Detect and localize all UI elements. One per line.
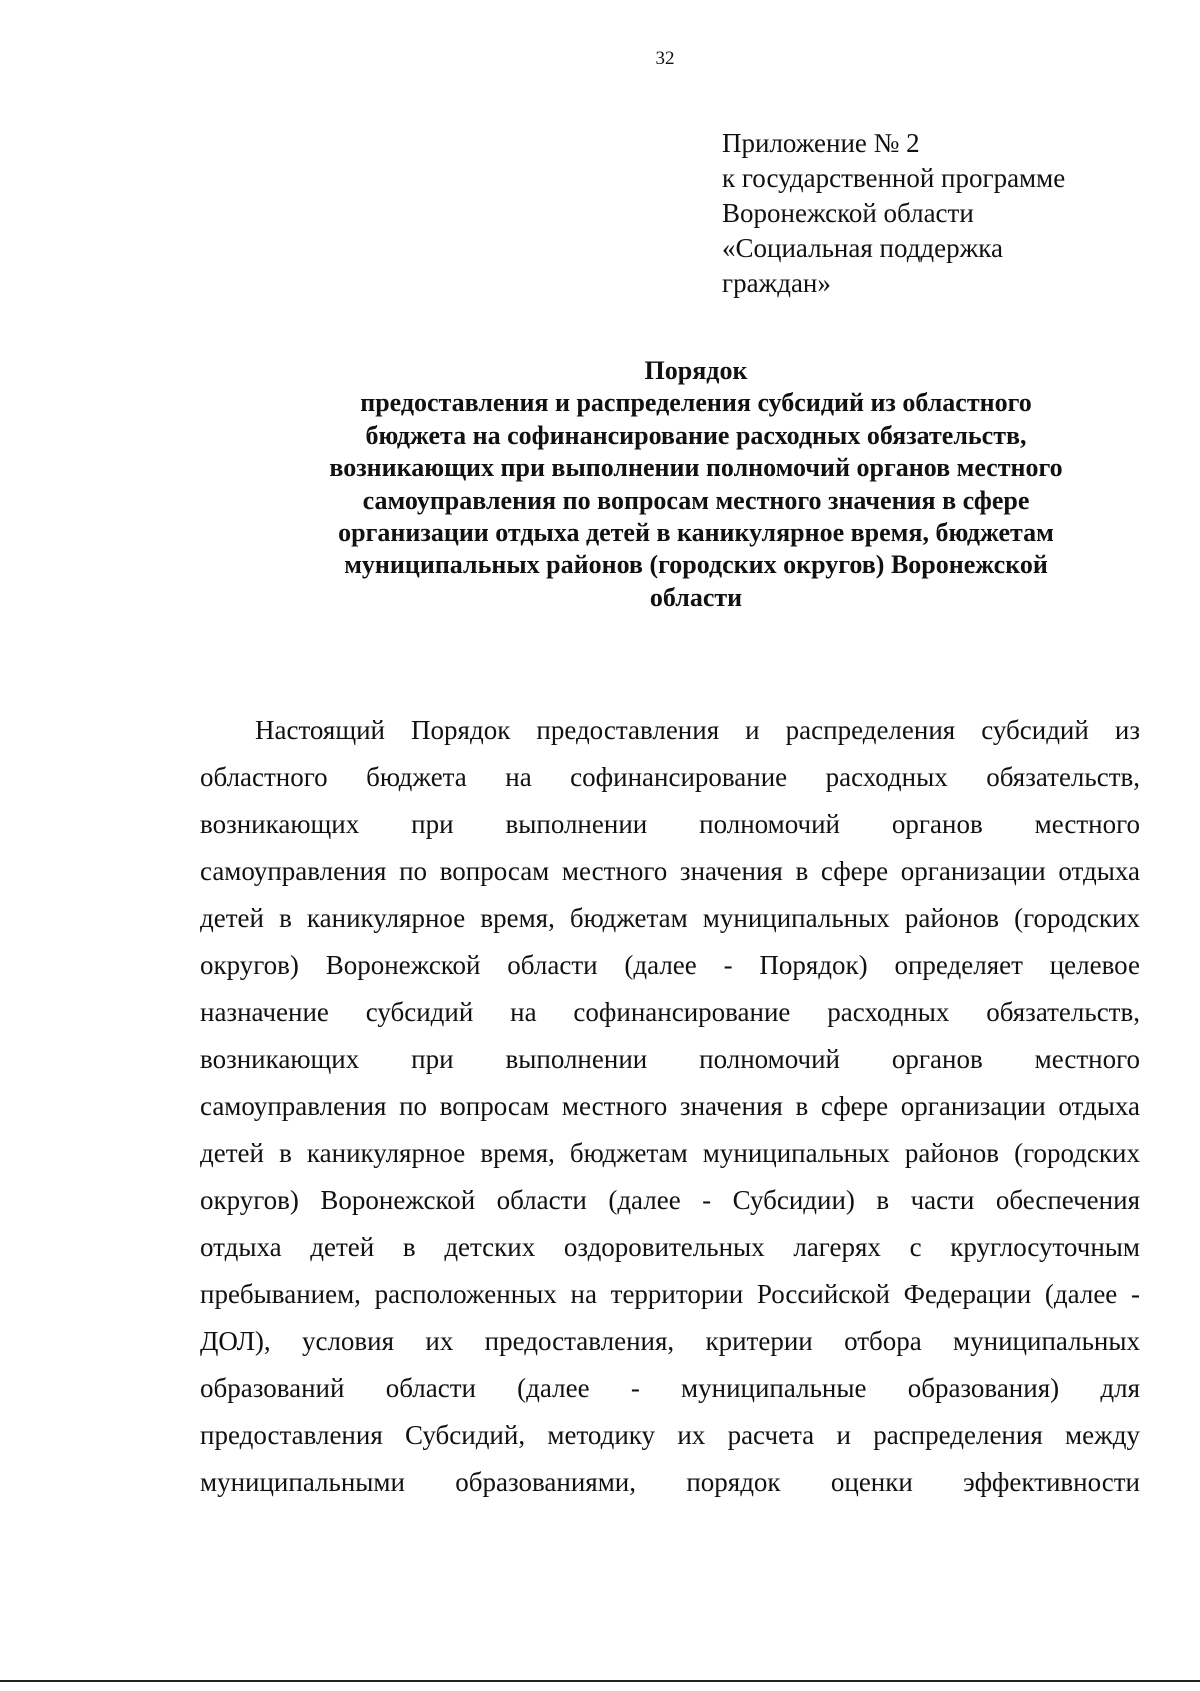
body-line: самоуправления по вопросам местного значения в сфере организации отдыха (200, 856, 1140, 886)
body-line: назначение субсидий на софинансирование расходных обязательств, (200, 997, 1140, 1027)
title-line: муниципальных районов (городских округов) Воронежской (344, 550, 1048, 580)
title-line: Порядок (644, 356, 748, 385)
appendix-line: к государственной программе (722, 163, 1066, 193)
title-line: организации отдыха детей в каникулярное время, бюджетам (338, 518, 1054, 548)
appendix-line: «Социальная поддержка (722, 233, 1003, 263)
document-title (290, 355, 1102, 614)
title-line: самоуправления по вопросам местного значения в сфере (362, 485, 1030, 515)
body-line: детей в каникулярное время, бюджетам муниципальных районов (городских (200, 903, 1140, 933)
title-line: возникающих при выполнении полномочий органов местного (329, 453, 1063, 483)
body-line: ДОЛ), условия их предоставления, критерии отбора муниципальных (200, 1326, 1140, 1356)
body-line: пребыванием, расположенных на территории Российской Федерации (далее - (200, 1279, 1140, 1309)
body-line: детей в каникулярное время, бюджетам муниципальных районов (городских (200, 1138, 1140, 1168)
body-line: округов) Воронежской области (далее - Субсидии) в части обеспечения (200, 1185, 1140, 1215)
appendix-line: граждан» (722, 268, 831, 298)
body-line: самоуправления по вопросам местного значения в сфере организации отдыха (200, 1091, 1140, 1121)
body-line: возникающих при выполнении полномочий органов местного (200, 1044, 1140, 1074)
body-line: муниципальными образованиями, порядок оценки эффективности (200, 1467, 1140, 1497)
body-paragraph (200, 707, 1140, 1506)
appendix-block (722, 126, 1182, 301)
body-line: округов) Воронежской области (далее - Порядок) определяет целевое (200, 950, 1140, 980)
appendix-line: Воронежской области (722, 198, 974, 228)
title-line: предоставления и распределения субсидий из областного (360, 388, 1032, 418)
title-line: бюджета на софинансирование расходных обязательств, (365, 420, 1027, 450)
body-line: образований области (далее - муниципальные образования) для (200, 1373, 1140, 1403)
body-line: возникающих при выполнении полномочий органов местного (200, 809, 1140, 839)
body-line: предоставления Субсидий, методику их расчета и распределения между (200, 1420, 1140, 1450)
appendix-line: Приложение № 2 (722, 128, 920, 158)
title-line: области (649, 582, 743, 612)
body-line: отдыха детей в детских оздоровительных лагерях с круглосуточным (200, 1232, 1140, 1262)
body-line: Настоящий Порядок предоставления и распределения субсидий из (255, 715, 1140, 745)
body-line: областного бюджета на софинансирование расходных обязательств, (200, 762, 1140, 792)
bottom-rule (0, 1680, 1200, 1682)
page-number: 32 (655, 48, 675, 69)
